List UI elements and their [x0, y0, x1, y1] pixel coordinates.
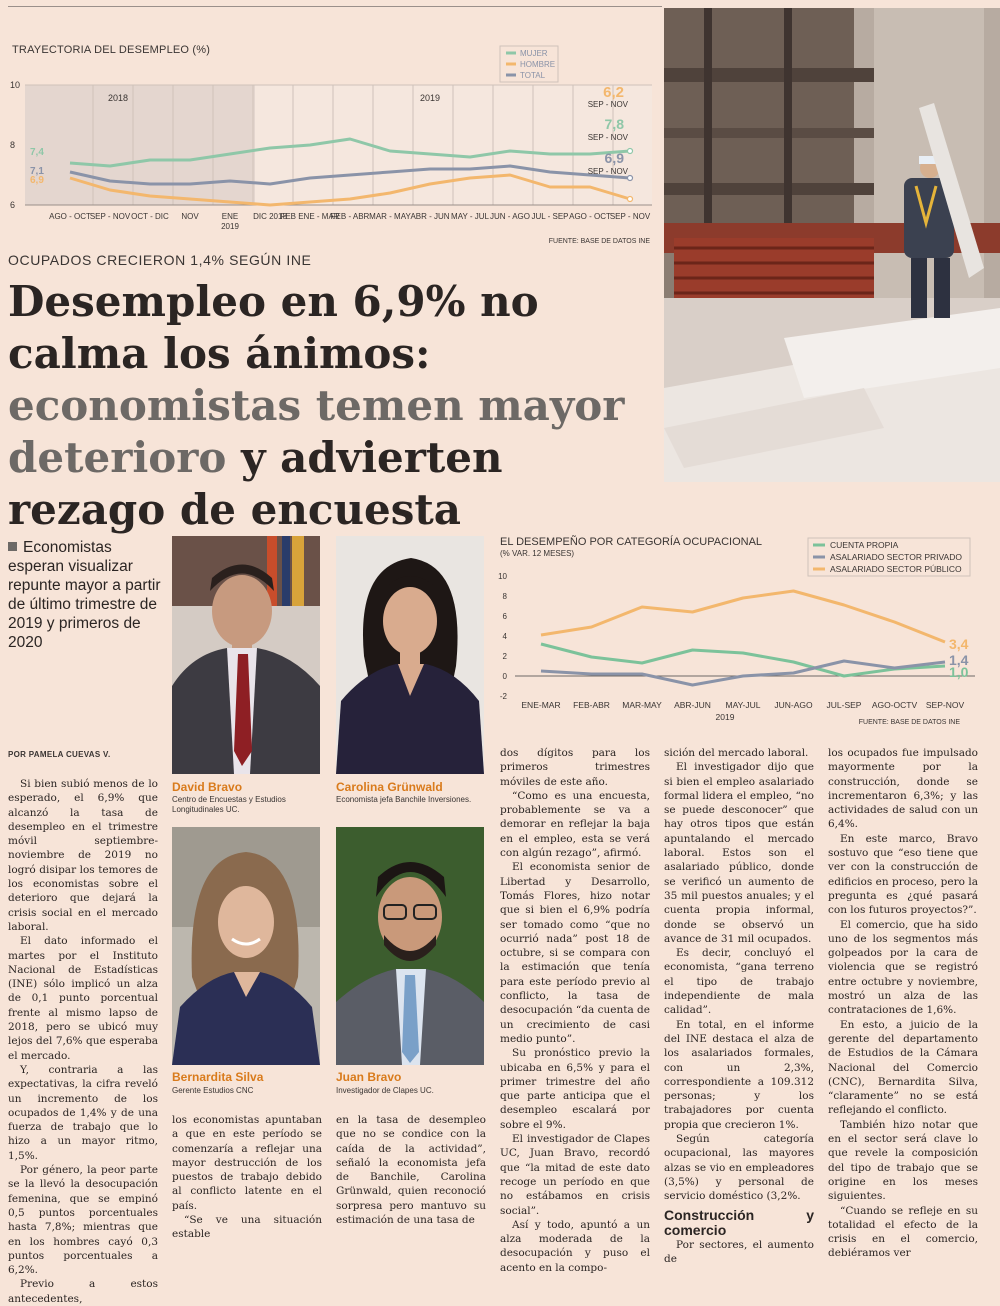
y-tick-label: 10: [10, 80, 21, 90]
legend-label: MUJER: [520, 49, 548, 58]
legend-label: ASALARIADO SECTOR PÚBLICO: [830, 564, 962, 574]
start-value-label: 6,9: [30, 175, 44, 186]
paragraph: dos dígitos para los primeros trimestres móviles de este año.: [500, 747, 650, 788]
portrait-bernardita-silva: [172, 827, 320, 1065]
body-column-4: [500, 746, 650, 1275]
end-value-label: 3,4: [949, 636, 969, 652]
paragraph: El investigador dijo que si bien el empleo asalariado formal lidera el empleo, “no se puede desconocer” que hay otros tipos que están apuntalando el mercado laboral. Estos son el asalariado público, donde se verificó un aumento de 35 mil puestos anuales; y el cuenta propia informal, donde se observó un avance de 31 mil ocupados.: [664, 761, 814, 945]
x-tick-label: AGO - OCT: [49, 212, 91, 221]
paragraph: Y, contraria a las expectativas, la cifra reveló un incremento de los ocupados de 1,4% y de una fuerza de trabajo que lo hizo a un mayor ritmo, 1,5%.: [8, 1063, 158, 1162]
paragraph: En esto, a juicio de la gerente del departamento de Estudios de la Cámara Nacional del Comercio (CNC), Bernardita Silva, “claramente” no se está reflejando el conflicto.: [828, 1018, 978, 1117]
end-value-label: 1,0: [949, 664, 969, 680]
x-tick-label: ENE-MAR: [521, 700, 561, 710]
paragraph: Previo a estos antecedentes,: [8, 1278, 158, 1305]
paragraph: En total, en el informe del INE destaca el alza de los asalariados formales, con un 2,3%, correspondiente a 109.312 personas; y los trabajadores por cuenta propia que crecieron 1%.: [664, 1018, 814, 1131]
person-role-carolina-grunwald: Economista jefa Banchile Inversiones.: [336, 795, 472, 804]
person-name-carolina-grunwald: Carolina Grünwald: [336, 780, 443, 794]
paragraph: El investigador de Clapes UC, Juan Bravo, recordó que “la mitad de este dato recoge un período en que no estábamos en crisis social”.: [500, 1133, 650, 1217]
top-rule: [8, 6, 662, 7]
y-tick-label: 8: [10, 140, 16, 150]
headline-highlight: economistas temen mayor deterioro: [8, 381, 625, 482]
x-tick-label: AGO-OCTV: [871, 700, 918, 710]
y-tick-label: 6: [502, 612, 507, 621]
x-tick-label: JUL-SEP: [826, 700, 862, 710]
subhead-text: Economistas esperan visualizar repunte mayor a partir de último trimestre de 2019 y primeros de 2020: [8, 539, 161, 651]
end-value-label: 1,4: [949, 652, 969, 668]
x-tick-label: SEP - NOV: [609, 212, 651, 221]
x-tick-label: AGO - OCT: [569, 212, 611, 221]
x-tick-label: ABR-JUN: [674, 700, 711, 710]
paragraph: Si bien subió menos de lo esperado, el 6,9% que alcanzó la tasa de desempleo en el trimestre móvil septiembre-noviembre de 2019 no logró disipar los temores de los economistas sobre el deterioro que dejará la crisis social en el mercado laboral.: [8, 778, 158, 933]
headline-part-c: y advierten rezago de encuesta: [8, 433, 503, 534]
construction-worker-photo: [664, 8, 1000, 482]
year-label: 2019: [420, 93, 441, 103]
y-tick-label: 2: [502, 652, 507, 661]
headline-part-a: Desempleo en 6,9% no calma los ánimos:: [8, 277, 539, 378]
paragraph: Por género, la peor parte se la llevó la desocupación femenina, que se empinó 0,5 puntos porcentuales hasta 7,8%; mientras que en los hombres cayó 0,3 puntos porcentuales a 6,2%.: [8, 1164, 158, 1277]
y-tick-label: 10: [498, 572, 507, 581]
x-tick-label: SEP - NOV: [89, 212, 131, 221]
portrait-david-bravo: [172, 536, 320, 774]
y-tick-label: 8: [502, 592, 507, 601]
body-column-5: [664, 746, 814, 1266]
unemployment-trajectory-chart: [0, 40, 664, 250]
y-tick-label: 4: [502, 632, 507, 641]
paragraph: El dato informado el martes por el Instituto Nacional de Estadísticas (INE) sólo implicó un alza de 0,1 punto porcentual frente al mismo lapso de 2018, pero se ubicó muy lejos del 7,6% que esperaba el mercado.: [8, 935, 158, 1062]
year-label: 2019: [715, 712, 735, 722]
portrait-carolina-grunwald: [336, 536, 484, 774]
person-name-juan-bravo: Juan Bravo: [336, 1070, 402, 1084]
paragraph: Según categoría ocupacional, las mayores alzas se vio en empleadores (3,5%) y personal de servicio doméstico (3,2%.: [664, 1133, 814, 1203]
end-value-label: 6,9: [604, 150, 624, 166]
paragraph: Así y todo, apuntó a un alza moderada de la desocupación y puso el acento en la compo-: [500, 1218, 650, 1274]
legend-label: TOTAL: [520, 71, 546, 80]
x-tick-label: JUN-AGO: [774, 700, 813, 710]
square-bullet-icon: [8, 542, 17, 551]
series-line: [541, 591, 945, 642]
paragraph: los ocupados fue impulsado mayormente por la construcción, donde se incrementaron 6,3%; y las actividades de salud con un 6,4%.: [828, 747, 978, 831]
end-value-label: 6,2: [603, 84, 624, 101]
body-column-6: [828, 746, 978, 1261]
end-period-label: SEP - NOV: [587, 100, 628, 109]
subhead: [8, 538, 168, 652]
person-role-david-bravo: Centro de Encuestas y Estudios Longitudinales UC.: [172, 795, 286, 814]
y-tick-label: -2: [499, 692, 507, 701]
paragraph: sición del mercado laboral.: [664, 747, 809, 759]
paragraph: Por sectores, el aumento de: [664, 1238, 814, 1265]
x-tick-label: FEB - ABR: [330, 212, 370, 221]
chart2-subtitle: (% VAR. 12 MESES): [500, 549, 575, 558]
x-tick-label: ABR - JUN: [410, 212, 450, 221]
paragraph: Su pronóstico previo la ubicaba en 6,5% y para el primer trimestre del año que parte anticipa que el desempleo escalará por sobre el 9%.: [500, 1047, 650, 1131]
x-tick-label: MAR-MAY: [622, 700, 662, 710]
x-tick-label: MAY - JUL: [451, 212, 489, 221]
chart-source: FUENTE: BASE DE DATOS INE: [858, 719, 960, 726]
paragraph: en la tasa de desempleo que no se condice con la caída de la actividad”, señaló la economista jefa de Banchile, Carolina Grünwald, quien reconoció sorpresa pero mantuvo su estimación de una tasa de: [336, 1114, 486, 1227]
paragraph: En este marco, Bravo sostuvo que “eso tiene que ver con la construcción de edificios en proceso, pero la pregunta es ¿qué pasará con los futuros proyectos?”.: [828, 832, 978, 917]
paragraph: “Como es una encuesta, probablemente se va a demorar en reflejar la baja en el empleo, esta se verá con algún rezago”, afirmó.: [500, 789, 650, 860]
x-tick-label: FEB-ABR: [573, 700, 610, 710]
series-endpoint: [628, 197, 633, 202]
kicker: OCUPADOS CRECIERON 1,4% SEGÚN INE: [8, 252, 312, 268]
chart2-title: EL DESEMPEÑO POR CATEGORÍA OCUPACIONAL: [500, 536, 763, 548]
person-name-bernardita-silva: Bernardita Silva: [172, 1070, 264, 1084]
series-line: [541, 644, 945, 676]
legend-label: ASALARIADO SECTOR PRIVADO: [830, 552, 962, 562]
headline: [8, 276, 658, 536]
x-tick-label: OCT - DIC: [131, 212, 169, 221]
chart1-title: TRAYECTORIA DEL DESEMPLEO (%): [12, 44, 211, 56]
paragraph: El economista senior de Libertad y Desarrollo, Tomás Flores, hizo notar que si bien el 6,9% podría ser tomado como “que no ocurrió nada” post 18 de octubre, si se compara con la estimación que tenía para este período previo al conflicto, la tasa de desocupación “da cuenta de un crecimiento de casi medio punto”.: [500, 861, 650, 1045]
portrait-juan-bravo: [336, 827, 484, 1065]
paragraph: Es decir, concluyó el economista, “gana terreno el tipo de trabajo independiente de mala calidad”.: [664, 947, 814, 1017]
x-tick-label: FEB ENE - MAR: [280, 212, 340, 221]
year-2018-band: [25, 85, 255, 205]
paragraph: los economistas apuntaban a que en este período se comenzaría a reflejar una mayor destrucción de los puestos de trabajo debido al conflicto latente en el país.: [172, 1114, 322, 1212]
series-endpoint: [628, 176, 633, 181]
legend-label: HOMBRE: [520, 60, 556, 69]
series-line: [541, 661, 945, 685]
body-column-2: [172, 1113, 322, 1242]
legend-label: CUENTA PROPIA: [830, 540, 899, 550]
x-tick-label: MAY-JUL: [725, 700, 761, 710]
paragraph: “Se ve una situación estable: [172, 1214, 322, 1241]
year-label: 2018: [108, 93, 129, 103]
end-period-label: SEP - NOV: [587, 167, 628, 176]
start-value-label: 7,1: [30, 166, 44, 177]
start-value-label: 7,4: [30, 147, 44, 158]
x-tick-sublabel: 2019: [221, 222, 239, 231]
body-column-3: [336, 1113, 486, 1227]
byline: POR PAMELA CUEVAS V.: [8, 750, 111, 759]
x-tick-label: DIC 2018: [253, 212, 287, 221]
x-tick-label: MAR - MAY: [369, 212, 411, 221]
y-tick-label: 0: [502, 672, 507, 681]
chart-source: FUENTE: BASE DE DATOS INE: [548, 238, 650, 245]
person-name-david-bravo: David Bravo: [172, 780, 243, 794]
x-tick-label: SEP-NOV: [925, 700, 965, 710]
end-value-label: 7,8: [604, 116, 624, 132]
x-tick-label: ENE: [221, 212, 239, 221]
x-tick-label: NOV: [181, 212, 199, 221]
paragraph: “Cuando se refleje en su totalidad el efecto de la crisis en el comercio, debiéramos ver: [828, 1204, 978, 1260]
person-role-juan-bravo: Investigador de Clapes UC.: [336, 1086, 434, 1095]
x-tick-label: JUN - AGO: [489, 212, 531, 221]
x-tick-label: JUL - SEP: [531, 212, 569, 221]
paragraph: También hizo notar que en el sector será clave lo que revele la composición del tipo de trabajo que se origine en los meses siguientes.: [828, 1118, 978, 1203]
person-role-bernardita-silva: Gerente Estudios CNC: [172, 1086, 254, 1095]
section-heading: Construcción y comercio: [664, 1206, 814, 1238]
occupational-category-chart: [495, 530, 1000, 730]
y-tick-label: 6: [10, 200, 16, 210]
paragraph: El comercio, que ha sido uno de los segmentos más golpeados por la cara de violencia que se registró entre octubre y noviembre, mostró un alza de las contrataciones de 1,6%.: [828, 918, 978, 1017]
end-period-label: SEP - NOV: [587, 133, 628, 142]
series-endpoint: [628, 149, 633, 154]
body-column-1: [8, 777, 158, 1306]
